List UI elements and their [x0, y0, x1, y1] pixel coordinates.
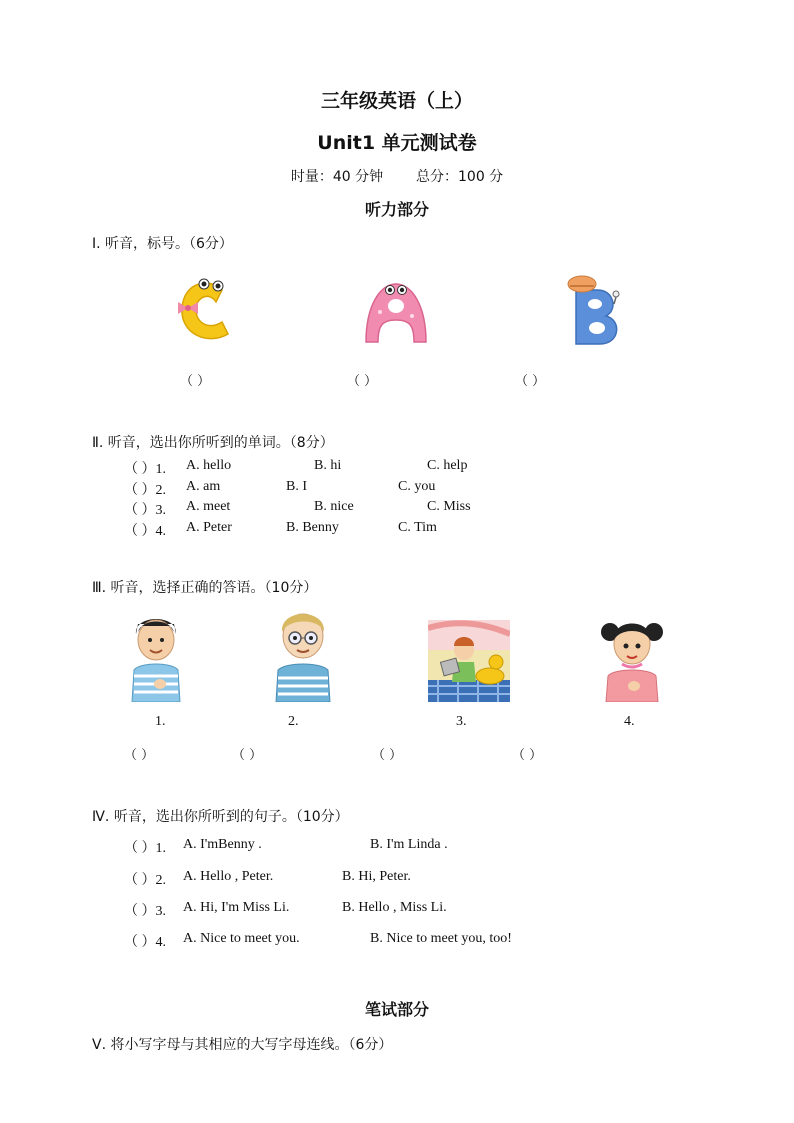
section2-item-3-option-a: A. meet — [186, 499, 231, 514]
section4-heading: Ⅳ. 听音，选出你所听到的句子。（10分） — [92, 809, 349, 825]
section4-item-3-option-a: A. Hi, I'm Miss Li. — [183, 900, 290, 915]
section4-item-3-number: （ ）3. — [124, 904, 166, 919]
section3-heading: Ⅲ. 听音，选择正确的答语。（10分） — [92, 580, 318, 596]
section4-item-3-option-b: B. Hello , Miss Li. — [342, 900, 447, 915]
section4-item-4-option-a: A. Nice to meet you. — [183, 931, 300, 946]
section1-blank-1[interactable]: （ ） — [180, 374, 211, 389]
section4-item-1-option-b: B. I'm Linda . — [370, 837, 448, 852]
writing-section-title: 笔试部分 — [364, 1000, 429, 1019]
section2-item-3-option-c: C. Miss — [427, 499, 471, 514]
exam-score: 总分：100 分 — [416, 169, 504, 185]
section2-item-2-option-c: C. you — [398, 479, 436, 494]
section3-blank-3[interactable]: （ ） — [372, 748, 403, 763]
section2-item-2-number: （ ）2. — [124, 483, 166, 498]
section1-blank-2[interactable]: （ ） — [347, 374, 378, 389]
letter-a-image — [360, 276, 432, 348]
picture-label-4: 4. — [624, 714, 635, 729]
listening-section-title: 听力部分 — [364, 200, 429, 219]
letter-b-image — [562, 270, 632, 350]
page-subtitle: Unit1 单元测试卷 — [317, 132, 477, 154]
section2-item-3-number: （ ）3. — [124, 503, 166, 518]
section1-blank-3[interactable]: （ ） — [515, 374, 546, 389]
section2-item-2-option-a: A. am — [186, 479, 221, 494]
section2-item-1-number: （ ）1. — [124, 462, 166, 477]
section3-blank-4[interactable]: （ ） — [512, 748, 543, 763]
section2-item-1-option-b: B. hi — [314, 458, 342, 473]
section2-item-2-option-b: B. I — [286, 479, 307, 494]
picture-label-1: 1. — [155, 714, 166, 729]
section4-item-2-option-a: A. Hello , Peter. — [183, 869, 274, 884]
exam-info — [0, 166, 794, 186]
picture-label-3: 3. — [456, 714, 467, 729]
section4-item-1-number: （ ）1. — [124, 841, 166, 856]
picture-label-2: 2. — [288, 714, 299, 729]
section2-item-4-number: （ ）4. — [124, 524, 166, 539]
section2-item-1-option-a: A. hello — [186, 458, 232, 473]
section4-item-2-number: （ ）2. — [124, 873, 166, 888]
letter-c-image — [172, 272, 238, 350]
section2-item-1-option-c: C. help — [427, 458, 468, 473]
exam-time: 时量：40 分钟 — [290, 169, 384, 185]
section3-blank-2[interactable]: （ ） — [232, 748, 263, 763]
section4-item-2-option-b: B. Hi, Peter. — [342, 869, 411, 884]
section2-heading: Ⅱ. 听音，选出你所听到的单词。（8分） — [92, 435, 334, 451]
section4-item-1-option-a: A. I'mBenny . — [183, 837, 262, 852]
pigtail-girl-image — [600, 614, 664, 702]
section4-item-4-option-b: B. Nice to meet you, too! — [370, 931, 512, 946]
section2-item-4-option-a: A. Peter — [186, 520, 232, 535]
page-title: 三年级英语（上） — [320, 90, 473, 112]
section4-item-4-number: （ ）4. — [124, 935, 166, 950]
glasses-boy-image — [272, 606, 334, 702]
section2-item-4-option-c: C. Tim — [398, 520, 437, 535]
section1-heading: Ⅰ. 听音，标号。（6分） — [92, 236, 233, 252]
section5-heading: Ⅴ. 将小写字母与其相应的大写字母连线。（6分） — [92, 1037, 393, 1053]
beach-girl-image — [428, 620, 510, 702]
section2-item-3-option-b: B. nice — [314, 499, 354, 514]
section3-blank-1[interactable]: （ ） — [124, 748, 155, 763]
section2-item-4-option-b: B. Benny — [286, 520, 339, 535]
boy-image — [126, 610, 186, 702]
